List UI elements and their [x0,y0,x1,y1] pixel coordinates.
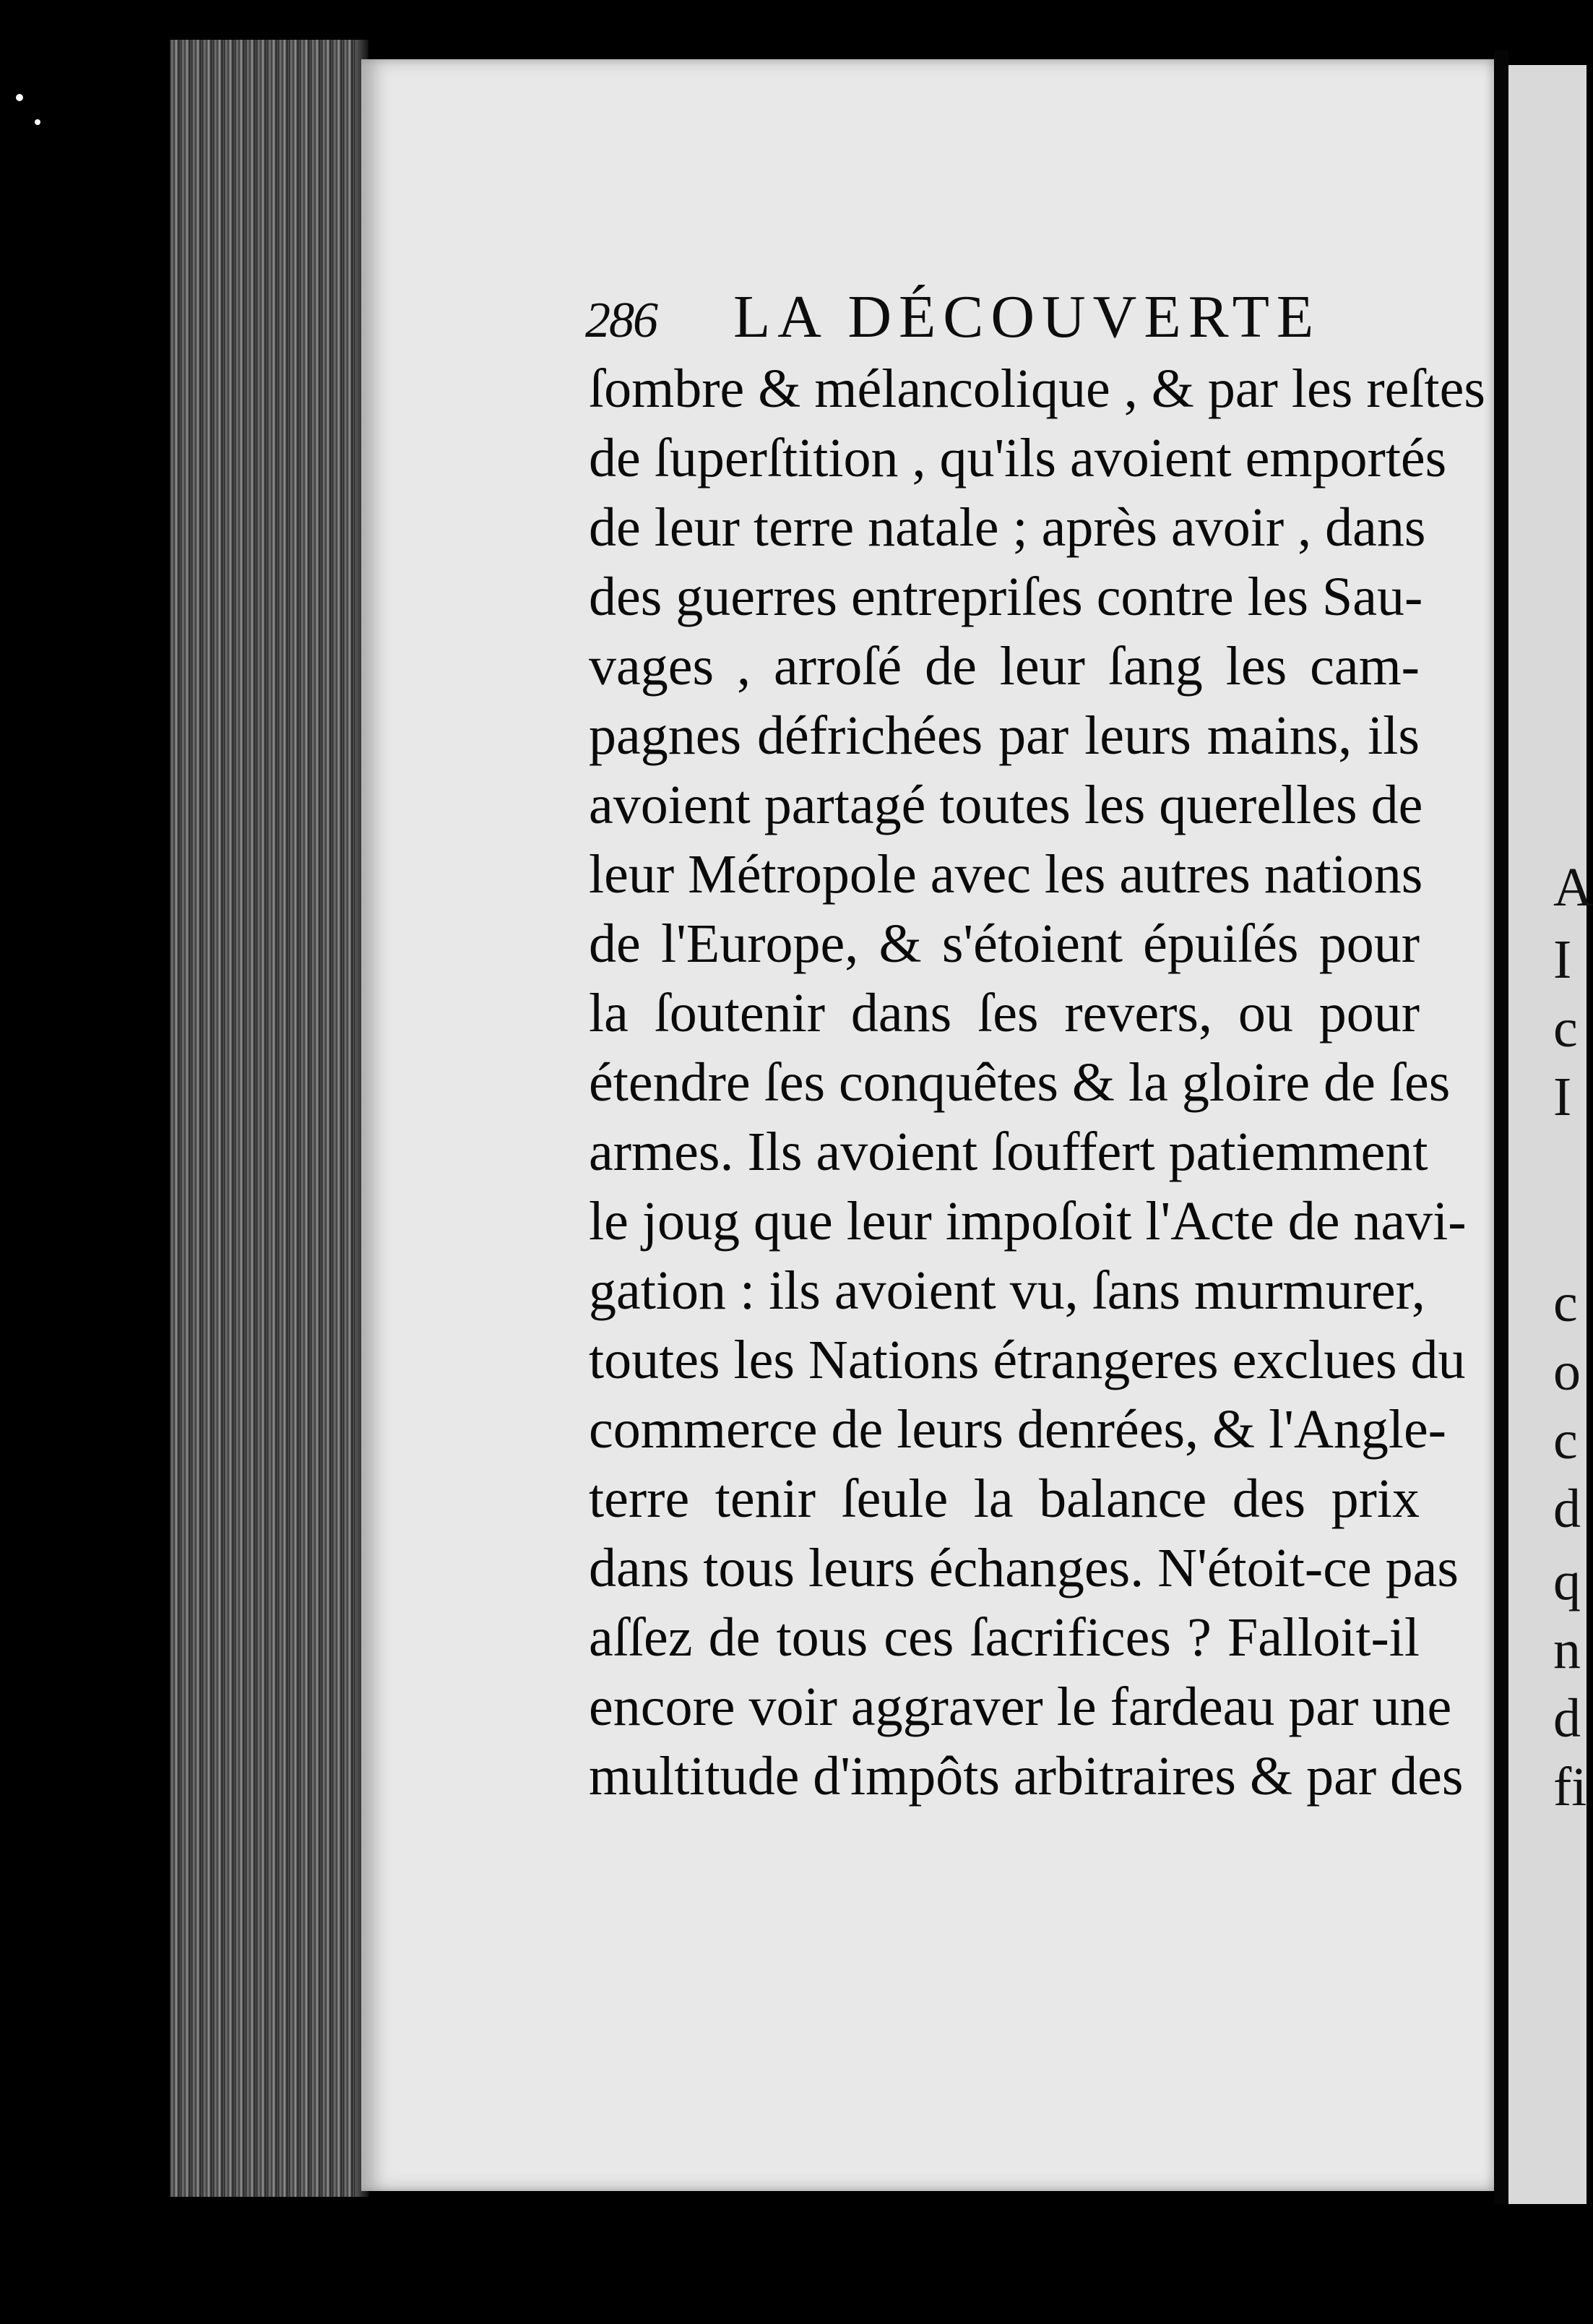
facing-fragment: A [1553,857,1593,918]
text-line: toutes les Nations étrangeres exclues du [589,1330,1466,1390]
text-line: vages , arroſé de leur ſang les cam- [589,636,1420,697]
facing-fragment: d [1553,1479,1581,1539]
text-line: commerce de leurs denrées, & l'Angle- [589,1399,1446,1460]
facing-fragment: n [1553,1619,1581,1680]
text-line: le joug que leur impoſoit l'Acte de navi- [589,1191,1467,1252]
text-line: terre tenir ſeule la balance des prix [589,1468,1420,1529]
text-line: de l'Europe, & s'étoient épuiſés pour [589,913,1420,974]
facing-fragment: fi [1553,1757,1587,1817]
text-line: encore voir aggraver le fardeau par une [589,1677,1452,1737]
dust-speck [16,94,23,101]
facing-fragment: d [1553,1688,1581,1749]
text-line: la ſoutenir dans ſes revers, ou pour [589,983,1420,1043]
text-line: avoient partagé toutes les querelles de [589,775,1423,835]
facing-fragment: I [1553,929,1572,990]
text-line: pagnes défrichées par leurs mains, ils [589,705,1420,766]
facing-fragment: c [1553,998,1578,1059]
page-number: 286 [585,293,657,348]
text-line: dans tous leurs échanges. N'étoit-ce pas [589,1538,1459,1598]
book-gutter [1494,51,1508,2204]
text-line: aſſez de tous ces ſacrifices ? Falloit-il [589,1607,1420,1668]
text-line: leur Métropole avec les autres nations [589,844,1423,905]
text-line: de leur terre natale ; après avoir , dans [589,497,1426,558]
facing-fragment: c [1553,1273,1578,1333]
facing-fragment: c [1553,1410,1578,1471]
dust-speck [35,119,40,125]
book-page-edges [170,40,368,2197]
body-text [589,354,1485,1811]
text-line: ſombre & mélancolique , & par les reſtes [589,358,1485,419]
text-line: multitude d'impôts arbitraires & par des [589,1746,1464,1807]
text-line: étendre ſes conquêtes & la gloire de ſes [589,1052,1451,1113]
text-line: des guerres entrepriſes contre les Sau- [589,567,1423,627]
text-line: gation : ils avoient vu, ſans murmurer, [589,1260,1425,1321]
facing-fragment: I [1553,1067,1572,1127]
facing-fragment: o [1553,1341,1581,1402]
facing-page [1508,65,1586,2204]
text-line: de ſuperſtition , qu'ils avoient emportés [589,428,1447,489]
facing-fragment: q [1553,1551,1581,1611]
text-line: armes. Ils avoient ſouffert patiemment [589,1122,1428,1182]
running-title: LA DÉCOUVERTE [733,283,1321,350]
